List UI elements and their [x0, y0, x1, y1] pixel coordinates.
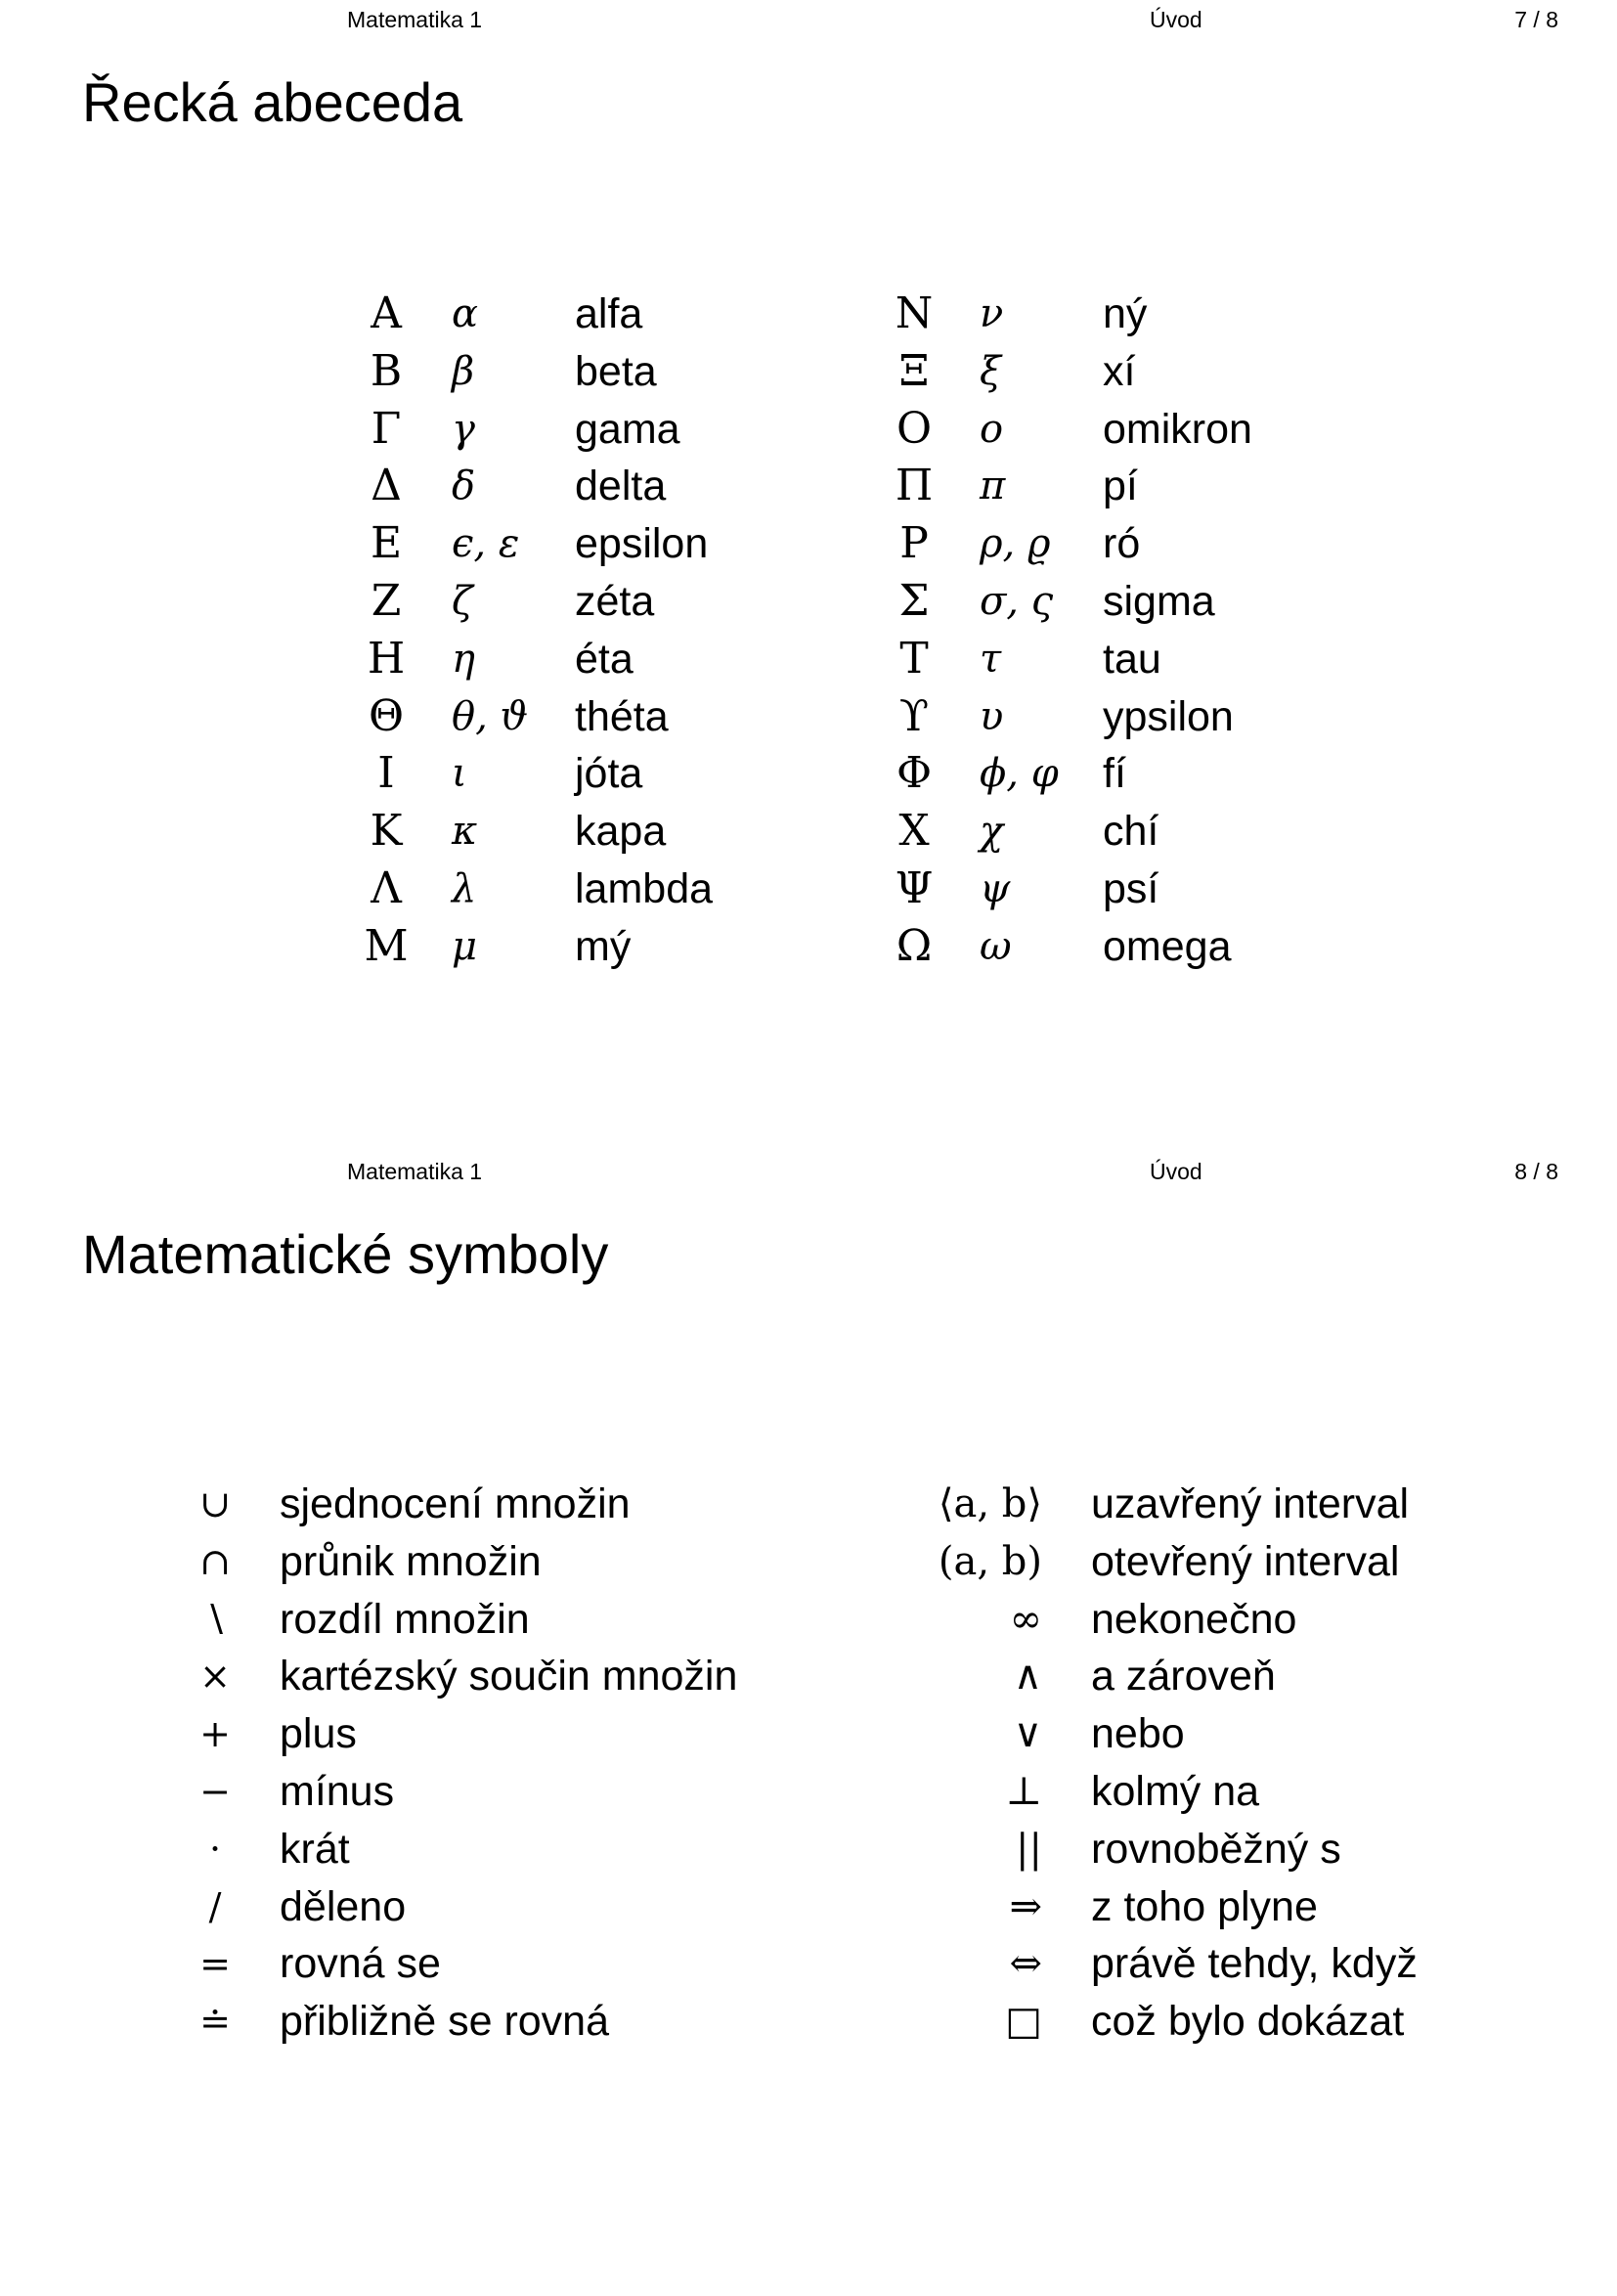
- greek-row: [352, 343, 821, 401]
- greek-row: [352, 573, 821, 631]
- greek-lower: ι: [452, 751, 467, 797]
- symbol: ⇒: [1009, 1883, 1042, 1929]
- symbol: ||: [1016, 1826, 1042, 1872]
- greek-upper: Λ: [371, 862, 402, 913]
- greek-row: [880, 343, 1349, 401]
- greek-upper: Ψ: [895, 862, 934, 913]
- greek-upper: N: [895, 288, 934, 338]
- greek-upper: Σ: [898, 575, 930, 626]
- symbol: ·: [208, 1827, 222, 1871]
- greek-name: ypsilon: [1103, 692, 1234, 740]
- greek-lower: η: [452, 636, 475, 682]
- header-page-number: 7 / 8: [1514, 7, 1558, 32]
- symbol-row: [909, 1763, 1496, 1821]
- greek-row: [352, 918, 821, 976]
- symbol-description: právě tehdy, když: [1091, 1940, 1418, 1988]
- greek-row: [880, 573, 1349, 631]
- greek-lower: ζ: [452, 578, 473, 624]
- symbol-row: [909, 1476, 1496, 1533]
- greek-lower: σ, ς: [980, 578, 1054, 624]
- symbol-description: otevřený interval: [1091, 1537, 1400, 1585]
- slide-greek-alphabet: [0, 0, 1617, 1144]
- greek-upper: Φ: [896, 748, 933, 799]
- greek-row: [352, 688, 821, 746]
- symbol-description: což bylo dokázat: [1091, 1998, 1405, 2046]
- symbol-row: [176, 1591, 763, 1649]
- symbol-description: kartézský součin množin: [280, 1653, 738, 1700]
- greek-table-right: [880, 286, 1349, 976]
- greek-name: éta: [575, 635, 634, 683]
- greek-name: beta: [575, 347, 657, 395]
- greek-upper: E: [370, 518, 403, 569]
- symbol-description: z toho plyne: [1091, 1882, 1318, 1930]
- greek-name: ró: [1103, 520, 1141, 568]
- greek-lower: χ: [980, 809, 1004, 855]
- header-page-number: 8 / 8: [1514, 1159, 1558, 1184]
- greek-name: mý: [575, 922, 632, 970]
- symbol-row: [909, 1878, 1496, 1936]
- greek-name: delta: [575, 463, 667, 510]
- symbol: =: [199, 1942, 231, 1986]
- greek-lower: υ: [980, 693, 1004, 739]
- symbol-row: [176, 1705, 763, 1763]
- symbol: ∩: [199, 1539, 231, 1583]
- greek-lower: ρ, ϱ: [980, 521, 1051, 567]
- symbol: ∪: [199, 1482, 231, 1525]
- symbol-row: [176, 1878, 763, 1936]
- greek-table-left: [352, 286, 821, 976]
- symbol-row: [176, 1935, 763, 1993]
- greek-name: lambda: [575, 864, 714, 912]
- greek-upper: I: [377, 748, 395, 799]
- header-section: Úvod: [1150, 7, 1202, 32]
- greek-name: tau: [1103, 635, 1161, 683]
- greek-upper: M: [364, 920, 409, 971]
- greek-name: alfa: [575, 290, 643, 337]
- symbol: ∨: [1013, 1711, 1042, 1757]
- symbol-row: [909, 1705, 1496, 1763]
- symbol-description: krát: [280, 1825, 350, 1873]
- greek-name: théta: [575, 692, 669, 740]
- greek-row: [880, 401, 1349, 459]
- greek-row: [352, 515, 821, 573]
- greek-name: chí: [1103, 808, 1159, 856]
- greek-lower: ψ: [980, 865, 1011, 911]
- greek-row: [880, 861, 1349, 918]
- greek-name: sigma: [1103, 577, 1215, 625]
- greek-name: fí: [1103, 750, 1126, 798]
- slide-title: Řecká abeceda: [82, 71, 463, 133]
- greek-row: [880, 515, 1349, 573]
- greek-lower: μ: [452, 923, 477, 969]
- greek-lower: β: [452, 348, 475, 394]
- greek-name: epsilon: [575, 520, 709, 568]
- greek-lower: ϵ, ε: [452, 521, 520, 567]
- symbol-row: [909, 1648, 1496, 1705]
- slide-title: Matematické symboly: [82, 1223, 609, 1285]
- greek-row: [352, 631, 821, 688]
- symbol: /: [208, 1884, 222, 1928]
- greek-lower: ω: [980, 923, 1012, 969]
- greek-upper: Ω: [896, 920, 933, 971]
- symbol: ×: [199, 1655, 231, 1699]
- greek-lower: ν: [980, 291, 1004, 336]
- greek-row: [352, 458, 821, 515]
- symbol-description: nebo: [1091, 1710, 1185, 1758]
- greek-row: [880, 286, 1349, 343]
- greek-row: [880, 745, 1349, 803]
- greek-upper: A: [371, 288, 402, 338]
- greek-name: pí: [1103, 463, 1138, 510]
- symbol-row: [176, 1533, 763, 1591]
- greek-lower: o: [980, 406, 1004, 452]
- greek-upper: O: [896, 403, 933, 454]
- greek-lower: δ: [452, 464, 476, 509]
- greek-row: [880, 631, 1349, 688]
- greek-name: jóta: [575, 750, 643, 798]
- symbols-table-left: [176, 1476, 763, 2051]
- greek-lower: κ: [452, 809, 478, 855]
- greek-name: omega: [1103, 922, 1232, 970]
- symbol-description: kolmý na: [1091, 1767, 1260, 1815]
- greek-lower: τ: [980, 636, 1002, 682]
- greek-upper: T: [899, 633, 929, 684]
- symbol: +: [199, 1712, 231, 1756]
- symbol-description: děleno: [280, 1882, 407, 1930]
- greek-upper: Θ: [368, 690, 405, 741]
- symbol: □: [1005, 1999, 1042, 2045]
- symbol: ∖: [202, 1597, 228, 1641]
- header-section: Úvod: [1150, 1159, 1202, 1184]
- symbol: ⟨a, b⟩: [938, 1481, 1042, 1526]
- greek-row: [352, 286, 821, 343]
- greek-upper: ϒ: [898, 690, 930, 741]
- greek-upper: Δ: [371, 461, 402, 511]
- greek-row: [352, 401, 821, 459]
- symbol-row: [176, 1648, 763, 1705]
- greek-name: psí: [1103, 864, 1159, 912]
- symbol-row: [909, 1821, 1496, 1878]
- symbol-description: průnik množin: [280, 1537, 542, 1585]
- greek-name: kapa: [575, 808, 667, 856]
- greek-lower: α: [452, 291, 479, 336]
- greek-upper: Ξ: [898, 345, 930, 396]
- greek-row: [352, 861, 821, 918]
- symbol-description: rovná se: [280, 1940, 441, 1988]
- greek-upper: Π: [895, 461, 934, 511]
- symbol-description: rovnoběžný s: [1091, 1825, 1341, 1873]
- greek-row: [880, 918, 1349, 976]
- greek-row: [880, 458, 1349, 515]
- header-course: Matematika 1: [347, 7, 483, 32]
- symbol-row: [176, 1763, 763, 1821]
- symbol-row: [909, 1993, 1496, 2051]
- symbol-row: [176, 1993, 763, 2051]
- greek-upper: Γ: [371, 403, 402, 454]
- greek-row: [880, 803, 1349, 861]
- greek-name: omikron: [1103, 405, 1252, 453]
- symbol-description: a zároveň: [1091, 1653, 1276, 1700]
- greek-upper: H: [367, 633, 406, 684]
- symbol-row: [176, 1476, 763, 1533]
- greek-lower: π: [980, 464, 1006, 509]
- greek-row: [352, 803, 821, 861]
- greek-lower: γ: [452, 406, 475, 452]
- symbol: (a, b): [938, 1538, 1042, 1584]
- header-course: Matematika 1: [347, 1159, 483, 1184]
- symbol-description: rozdíl množin: [280, 1595, 530, 1643]
- greek-upper: K: [370, 806, 403, 857]
- symbol-description: nekonečno: [1091, 1595, 1297, 1643]
- symbol: ⊥: [1005, 1768, 1042, 1814]
- symbol-row: [176, 1821, 763, 1878]
- symbol-description: přibližně se rovná: [280, 1998, 610, 2046]
- greek-upper: B: [370, 345, 403, 396]
- symbol-row: [909, 1533, 1496, 1591]
- symbol: ∞: [1009, 1596, 1042, 1642]
- greek-upper: P: [899, 518, 929, 569]
- greek-row: [352, 745, 821, 803]
- greek-name: gama: [575, 405, 680, 453]
- greek-name: xí: [1103, 347, 1136, 395]
- symbols-table-right: [909, 1476, 1496, 2051]
- greek-lower: ξ: [980, 348, 1002, 394]
- greek-lower: θ, ϑ: [452, 693, 529, 739]
- symbol: ⇔: [1009, 1941, 1042, 1987]
- symbol-description: sjednocení množin: [280, 1480, 631, 1527]
- symbol-description: uzavřený interval: [1091, 1480, 1410, 1527]
- symbol-row: [909, 1935, 1496, 1993]
- symbol-description: plus: [280, 1710, 357, 1758]
- symbol: ≐: [199, 2000, 231, 2044]
- symbol-row: [909, 1591, 1496, 1649]
- greek-name: zéta: [575, 577, 655, 625]
- greek-lower: λ: [452, 865, 477, 911]
- greek-upper: X: [898, 806, 930, 857]
- greek-row: [880, 688, 1349, 746]
- greek-upper: Z: [371, 575, 402, 626]
- symbol: ∧: [1013, 1654, 1042, 1700]
- greek-name: ný: [1103, 290, 1148, 337]
- greek-lower: ϕ, φ: [980, 751, 1059, 797]
- symbol-description: mínus: [280, 1767, 395, 1815]
- symbol: −: [199, 1769, 231, 1813]
